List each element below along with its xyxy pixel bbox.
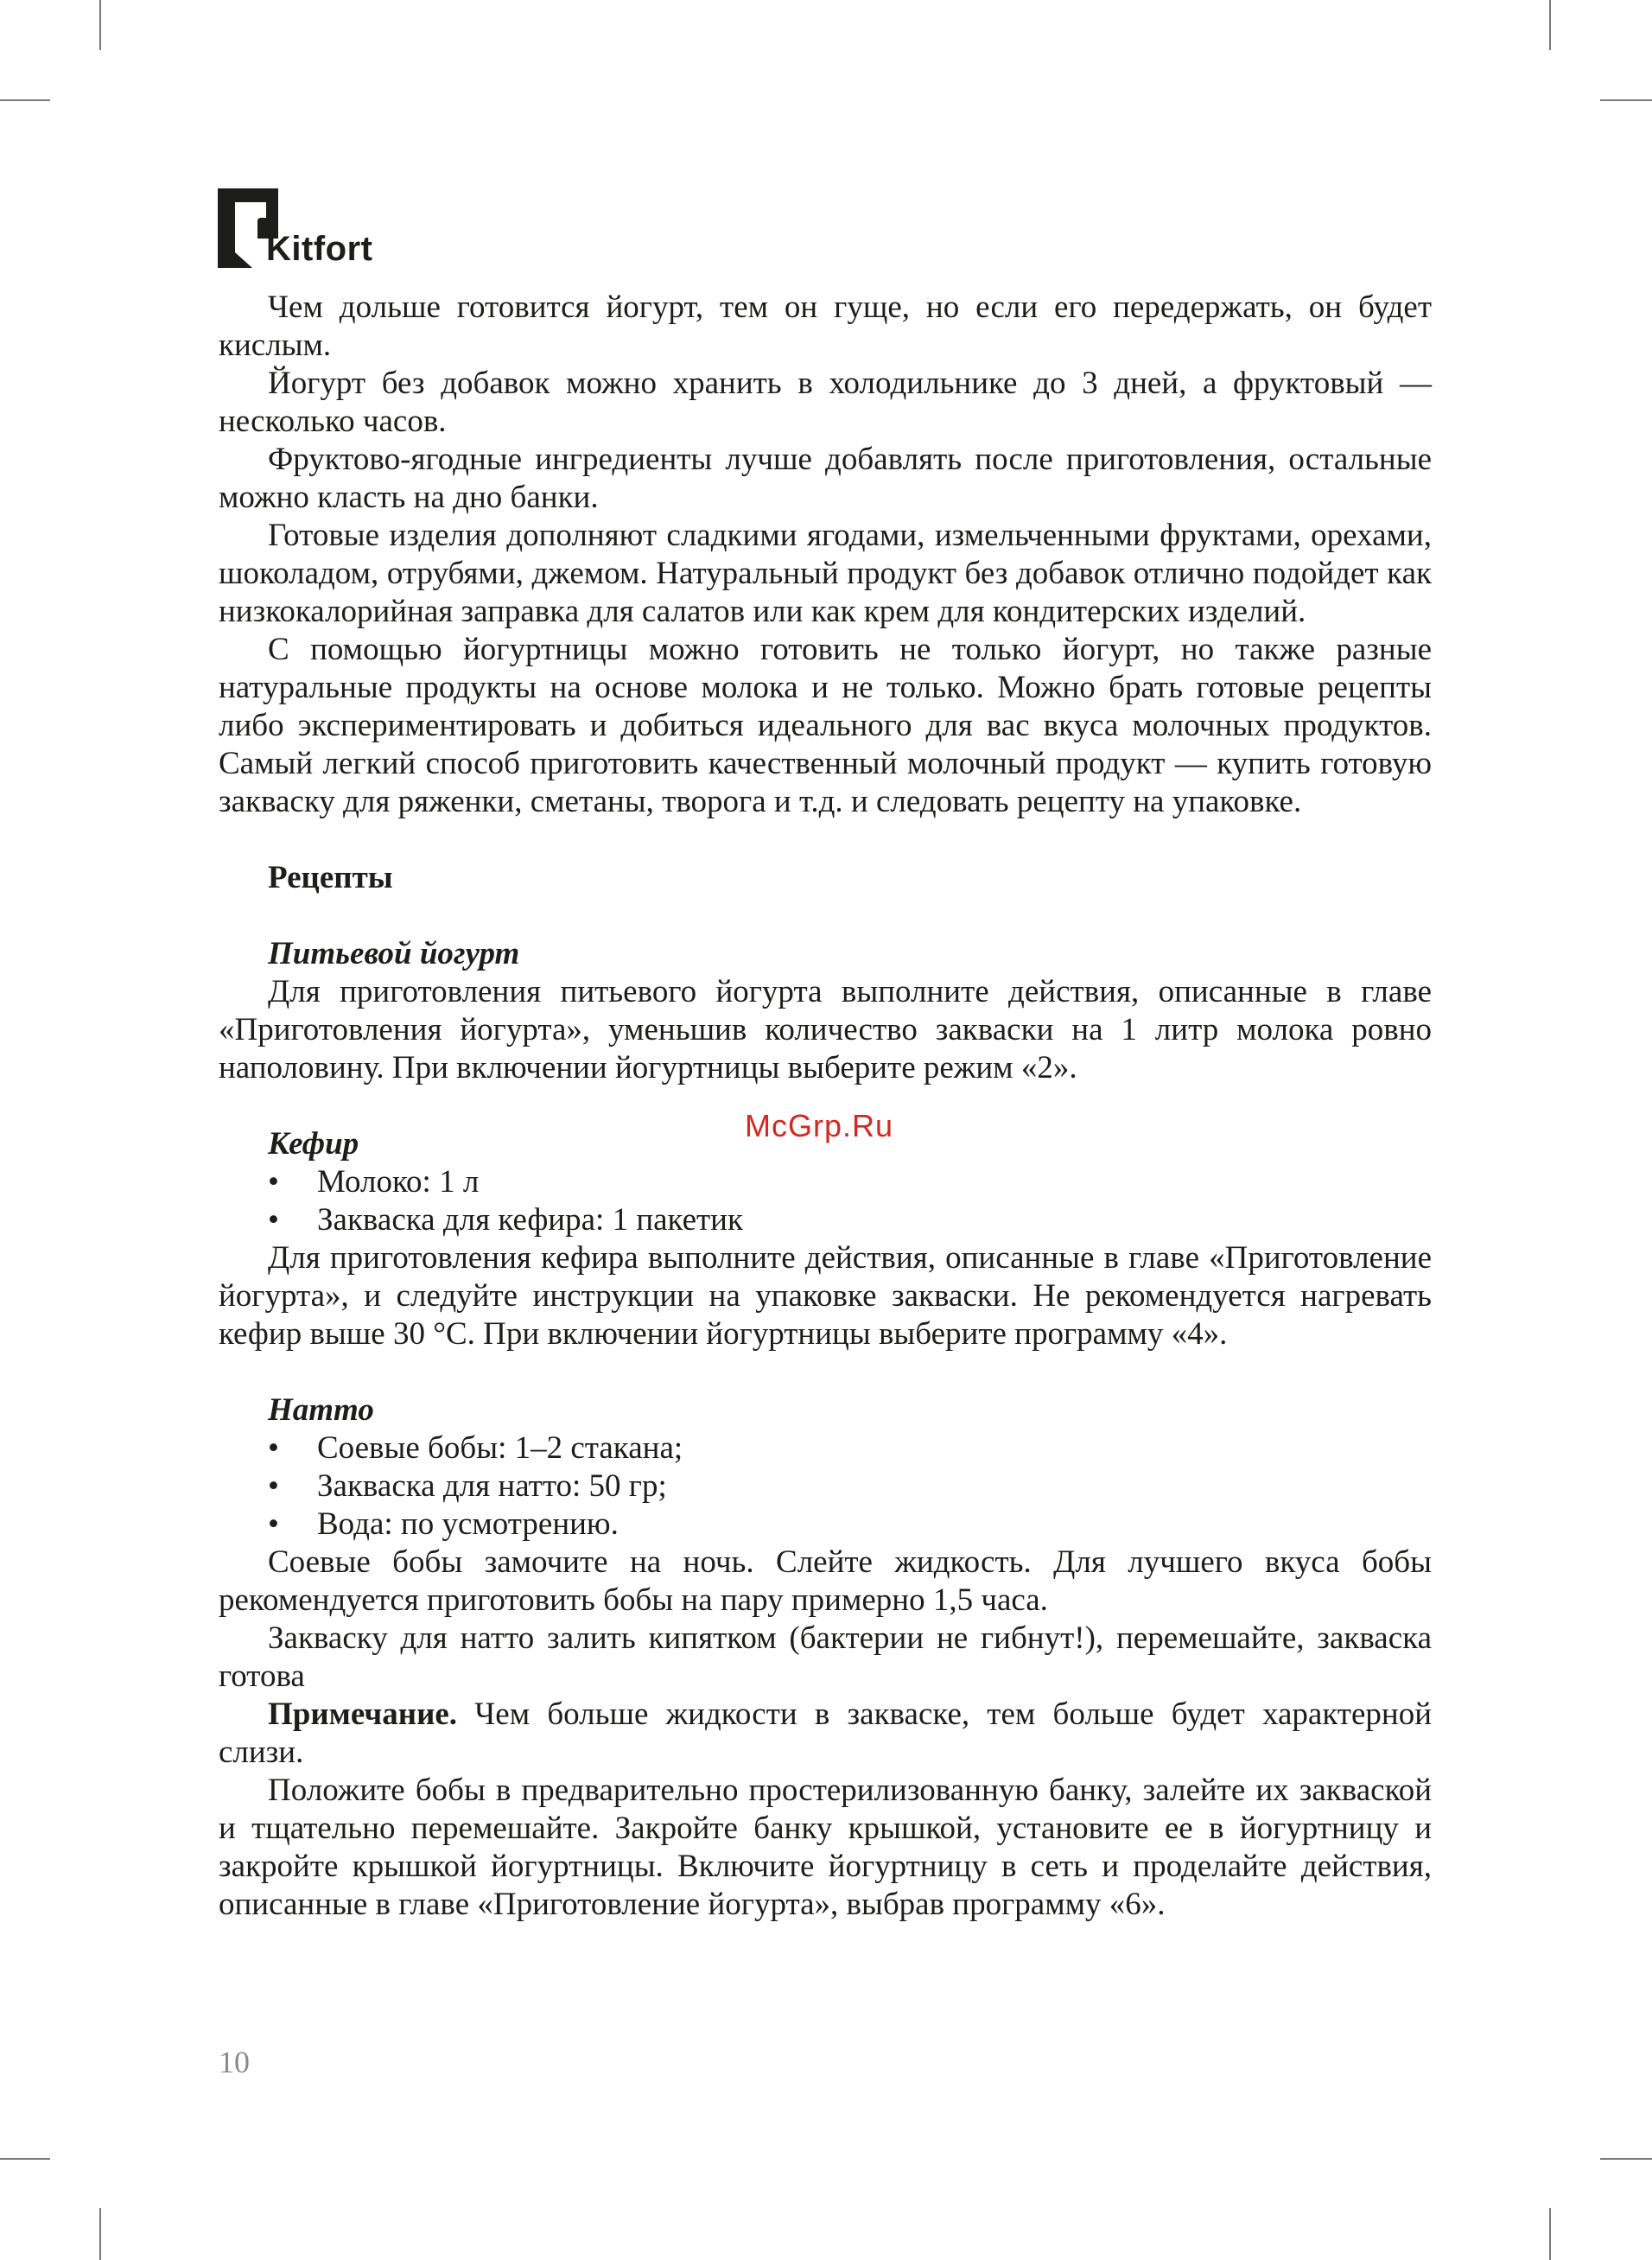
drink-yogurt-text: Для приготовления питьевого йогурта выполните действия, описанные в главе «Приготовления йогурта», уменьшив количество закваски на 1 литр молока ровно наполовину. При включении йогуртницы выберите режим «2». <box>219 974 1432 1085</box>
paragraph: Фруктово-ягодные ингредиенты лучше добавлять после приготовления, остальные можно класть на дно банки. <box>219 442 1432 515</box>
list-item-text: Вода: по усмотрению. <box>317 1506 619 1542</box>
list-item-text: Закваска для натто: 50 гр; <box>317 1468 667 1504</box>
natto-text: Соевые бобы замочите на ночь. Слейте жидкость. Для лучшего вкуса бобы рекомендуется приготовить бобы на пару примерно 1,5 часа. <box>219 1544 1432 1618</box>
paragraph: Йогурт без добавок можно хранить в холодильнике до 3 дней, а фруктовый — несколько часов. <box>219 366 1432 439</box>
kefir-title: Кефир <box>268 1126 359 1162</box>
list-item <box>219 1429 1432 1467</box>
crop-mark-bottom-right-v <box>1549 2208 1551 2260</box>
note-text: Чем больше жидкости в закваске, тем больше будет характерной слизи. <box>219 1697 1432 1770</box>
bullet-icon: • <box>268 1202 279 1238</box>
document-body <box>219 289 1432 1924</box>
crop-mark-bottom-left-v <box>99 2208 101 2260</box>
bullet-icon: • <box>268 1164 279 1200</box>
crop-mark-top-left-h <box>0 99 50 101</box>
natto-note <box>219 1696 1432 1772</box>
crop-mark-top-right-v <box>1549 0 1551 50</box>
crop-mark-top-left-v <box>99 0 101 50</box>
paragraph: Чем дольше готовится йогурт, тем он гуще, но если его передержать, он будет кислым. <box>219 290 1432 363</box>
crop-mark-top-right-h <box>1600 99 1652 101</box>
paragraph: Готовые изделия дополняют сладкими ягодами, измельченными фруктами, орехами, шоколадом, отрубями, джемом. Натуральный продукт без добавок отлично подойдет как низкокалорийная заправка для салатов или как крем для кондитерских изделий. <box>219 518 1432 629</box>
paragraph: С помощью йогуртницы можно готовить не только йогурт, но также разные натуральные продукты на основе молока и не только. Можно брать готовые рецепты либо экспериментировать и добиться идеального для вас вкуса молочных продуктов. Самый легкий способ приготовить качественный молочный продукт — купить готовую закваску для ряженки, сметаны, творога и т.д. и следовать рецепту на упаковке. <box>219 632 1432 819</box>
list-item-text: Закваска для кефира: 1 пакетик <box>317 1202 743 1238</box>
recipes-heading: Рецепты <box>268 860 393 895</box>
natto-text: Положите бобы в предварительно простерилизованную банку, залейте их закваской и тщательно перемешайте. Закройте банку крышкой, установите ее в йогуртницу и закройте крышкой йогуртницы. Включите йогуртницу в сеть и проделайте действия, описанные в главе «Приготовление йогурта», выбрав программу «6». <box>219 1773 1432 1922</box>
drink-yogurt-title: Питьевой йогурт <box>268 936 520 971</box>
bullet-icon: • <box>268 1430 279 1466</box>
kefir-text: Для приготовления кефира выполните действия, описанные в главе «Приготовление йогурта», и следуйте инструкции на упаковке закваски. Не рекомендуется нагревать кефир выше 30 °С. При включении йогуртницы выберите программу «4». <box>219 1240 1432 1352</box>
list-item-text: Молоко: 1 л <box>317 1164 480 1200</box>
list-item <box>219 1163 1432 1201</box>
list-item-text: Соевые бобы: 1–2 стакана; <box>317 1430 683 1466</box>
watermark: McGrp.Ru <box>745 1108 894 1143</box>
bullet-icon: • <box>268 1468 279 1504</box>
natto-title: Натто <box>268 1392 374 1428</box>
crop-mark-bottom-right-h <box>1600 2158 1652 2160</box>
list-item <box>219 1201 1432 1239</box>
list-item <box>219 1467 1432 1506</box>
bullet-icon: • <box>268 1506 279 1542</box>
list-item <box>219 1506 1432 1544</box>
crop-mark-bottom-left-h <box>0 2158 50 2160</box>
natto-text: Закваску для натто залить кипятком (бактерии не гибнут!), перемешайте, закваска готова <box>219 1620 1432 1694</box>
page-number: 10 <box>219 2045 250 2079</box>
logo-text: Kitfort <box>266 230 373 268</box>
note-label: Примечание. <box>268 1697 458 1732</box>
